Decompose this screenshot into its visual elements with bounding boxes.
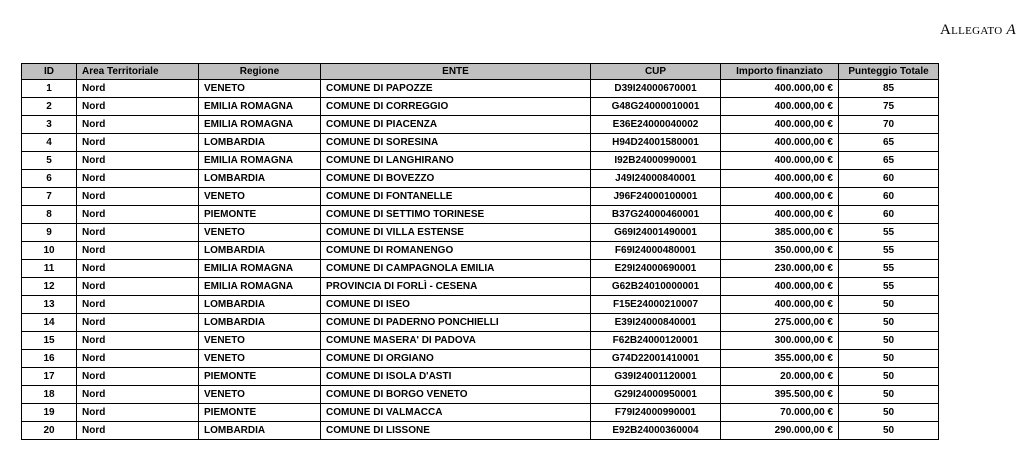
cell-id: 15 xyxy=(22,332,77,350)
cell-ente: COMUNE DI ISOLA D'ASTI xyxy=(321,368,591,386)
cell-id: 16 xyxy=(22,350,77,368)
cell-importo: 400.000,00 € xyxy=(721,116,839,134)
cell-cup: J49I24000840001 xyxy=(591,170,721,188)
cell-ente: COMUNE DI SETTIMO TORINESE xyxy=(321,206,591,224)
cell-id: 8 xyxy=(22,206,77,224)
cell-regione: LOMBARDIA xyxy=(199,314,321,332)
cell-importo: 355.000,00 € xyxy=(721,350,839,368)
table-row xyxy=(22,314,939,332)
cell-cup: E36E24000040002 xyxy=(591,116,721,134)
col-header-regione: Regione xyxy=(199,64,321,80)
table-row xyxy=(22,404,939,422)
col-header-importo: Importo finanziato xyxy=(721,64,839,80)
cell-ente: COMUNE DI LANGHIRANO xyxy=(321,152,591,170)
funding-table xyxy=(21,63,939,440)
cell-area: Nord xyxy=(77,422,199,440)
cell-regione: LOMBARDIA xyxy=(199,134,321,152)
cell-id: 17 xyxy=(22,368,77,386)
cell-cup: J96F24000100001 xyxy=(591,188,721,206)
cell-area: Nord xyxy=(77,368,199,386)
cell-area: Nord xyxy=(77,332,199,350)
table-row xyxy=(22,260,939,278)
cell-id: 2 xyxy=(22,98,77,116)
cell-area: Nord xyxy=(77,278,199,296)
cell-cup: E29I24000690001 xyxy=(591,260,721,278)
cell-ente: COMUNE DI ROMANENGO xyxy=(321,242,591,260)
cell-id: 3 xyxy=(22,116,77,134)
cell-area: Nord xyxy=(77,260,199,278)
cell-area: Nord xyxy=(77,350,199,368)
cell-punteggio: 60 xyxy=(839,170,939,188)
cell-ente: COMUNE DI BORGO VENETO xyxy=(321,386,591,404)
cell-ente: PROVINCIA DI FORLÌ - CESENA xyxy=(321,278,591,296)
table-row xyxy=(22,278,939,296)
table-row xyxy=(22,206,939,224)
table-row xyxy=(22,98,939,116)
cell-area: Nord xyxy=(77,188,199,206)
table-row xyxy=(22,152,939,170)
cell-regione: EMILIA ROMAGNA xyxy=(199,116,321,134)
cell-ente: COMUNE DI PAPOZZE xyxy=(321,80,591,98)
cell-id: 20 xyxy=(22,422,77,440)
cell-regione: PIEMONTE xyxy=(199,368,321,386)
cell-ente: COMUNE DI SORESINA xyxy=(321,134,591,152)
table-row xyxy=(22,170,939,188)
cell-id: 5 xyxy=(22,152,77,170)
cell-id: 1 xyxy=(22,80,77,98)
cell-cup: F15E24000210007 xyxy=(591,296,721,314)
cell-regione: LOMBARDIA xyxy=(199,296,321,314)
cell-importo: 400.000,00 € xyxy=(721,188,839,206)
cell-importo: 400.000,00 € xyxy=(721,134,839,152)
cell-importo: 400.000,00 € xyxy=(721,296,839,314)
cell-punteggio: 55 xyxy=(839,242,939,260)
col-header-punteggio: Punteggio Totale xyxy=(839,64,939,80)
cell-regione: LOMBARDIA xyxy=(199,242,321,260)
cell-punteggio: 50 xyxy=(839,314,939,332)
table-row xyxy=(22,368,939,386)
cell-ente: COMUNE DI PADERNO PONCHIELLI xyxy=(321,314,591,332)
cell-area: Nord xyxy=(77,152,199,170)
cell-id: 18 xyxy=(22,386,77,404)
cell-id: 13 xyxy=(22,296,77,314)
cell-regione: VENETO xyxy=(199,332,321,350)
header-row xyxy=(22,64,939,80)
cell-cup: E92B24000360004 xyxy=(591,422,721,440)
cell-punteggio: 55 xyxy=(839,224,939,242)
cell-importo: 400.000,00 € xyxy=(721,278,839,296)
cell-regione: PIEMONTE xyxy=(199,206,321,224)
cell-regione: VENETO xyxy=(199,188,321,206)
cell-id: 7 xyxy=(22,188,77,206)
cell-area: Nord xyxy=(77,386,199,404)
cell-cup: F69I24000480001 xyxy=(591,242,721,260)
cell-importo: 275.000,00 € xyxy=(721,314,839,332)
cell-importo: 395.500,00 € xyxy=(721,386,839,404)
cell-cup: G39I24001120001 xyxy=(591,368,721,386)
cell-importo: 400.000,00 € xyxy=(721,152,839,170)
table-row xyxy=(22,116,939,134)
cell-punteggio: 50 xyxy=(839,368,939,386)
cell-id: 12 xyxy=(22,278,77,296)
cell-area: Nord xyxy=(77,98,199,116)
cell-importo: 400.000,00 € xyxy=(721,206,839,224)
cell-ente: COMUNE DI ISEO xyxy=(321,296,591,314)
cell-area: Nord xyxy=(77,116,199,134)
cell-area: Nord xyxy=(77,224,199,242)
cell-cup: G69I24001490001 xyxy=(591,224,721,242)
cell-regione: VENETO xyxy=(199,224,321,242)
cell-regione: EMILIA ROMAGNA xyxy=(199,260,321,278)
cell-punteggio: 55 xyxy=(839,278,939,296)
cell-ente: COMUNE DI CAMPAGNOLA EMILIA xyxy=(321,260,591,278)
cell-area: Nord xyxy=(77,170,199,188)
cell-cup: G29I24000950001 xyxy=(591,386,721,404)
cell-regione: VENETO xyxy=(199,386,321,404)
cell-ente: COMUNE DI VILLA ESTENSE xyxy=(321,224,591,242)
cell-punteggio: 65 xyxy=(839,152,939,170)
cell-cup: G48G24000010001 xyxy=(591,98,721,116)
cell-punteggio: 50 xyxy=(839,404,939,422)
cell-ente: COMUNE DI CORREGGIO xyxy=(321,98,591,116)
cell-punteggio: 75 xyxy=(839,98,939,116)
table-row xyxy=(22,350,939,368)
cell-punteggio: 50 xyxy=(839,422,939,440)
col-header-area: Area Territoriale xyxy=(77,64,199,80)
table-row xyxy=(22,134,939,152)
col-header-id: ID xyxy=(22,64,77,80)
cell-ente: COMUNE DI FONTANELLE xyxy=(321,188,591,206)
cell-punteggio: 50 xyxy=(839,332,939,350)
cell-regione: PIEMONTE xyxy=(199,404,321,422)
cell-regione: LOMBARDIA xyxy=(199,422,321,440)
col-header-ente: ENTE xyxy=(321,64,591,80)
cell-area: Nord xyxy=(77,80,199,98)
cell-cup: F79I24000990001 xyxy=(591,404,721,422)
attachment-letter: A xyxy=(1006,22,1016,38)
cell-regione: EMILIA ROMAGNA xyxy=(199,278,321,296)
cell-importo: 400.000,00 € xyxy=(721,170,839,188)
cell-area: Nord xyxy=(77,242,199,260)
cell-importo: 385.000,00 € xyxy=(721,224,839,242)
cell-ente: COMUNE DI LISSONE xyxy=(321,422,591,440)
cell-punteggio: 50 xyxy=(839,350,939,368)
cell-id: 14 xyxy=(22,314,77,332)
cell-area: Nord xyxy=(77,134,199,152)
cell-punteggio: 55 xyxy=(839,260,939,278)
cell-area: Nord xyxy=(77,404,199,422)
table-row xyxy=(22,296,939,314)
cell-cup: G74D22001410001 xyxy=(591,350,721,368)
cell-id: 9 xyxy=(22,224,77,242)
cell-punteggio: 50 xyxy=(839,296,939,314)
cell-ente: COMUNE DI BOVEZZO xyxy=(321,170,591,188)
cell-ente: COMUNE DI PIACENZA xyxy=(321,116,591,134)
cell-importo: 400.000,00 € xyxy=(721,98,839,116)
cell-regione: EMILIA ROMAGNA xyxy=(199,152,321,170)
cell-cup: F62B24000120001 xyxy=(591,332,721,350)
attachment-word: Allegato xyxy=(939,22,1003,38)
cell-punteggio: 85 xyxy=(839,80,939,98)
cell-importo: 290.000,00 € xyxy=(721,422,839,440)
cell-regione: LOMBARDIA xyxy=(199,170,321,188)
table-row xyxy=(22,242,939,260)
table-header xyxy=(22,64,939,80)
cell-id: 11 xyxy=(22,260,77,278)
cell-id: 6 xyxy=(22,170,77,188)
cell-cup: I92B24000990001 xyxy=(591,152,721,170)
cell-importo: 350.000,00 € xyxy=(721,242,839,260)
cell-importo: 230.000,00 € xyxy=(721,260,839,278)
table-row xyxy=(22,224,939,242)
cell-regione: EMILIA ROMAGNA xyxy=(199,98,321,116)
attachment-label xyxy=(940,22,1016,39)
cell-regione: VENETO xyxy=(199,350,321,368)
table-row xyxy=(22,188,939,206)
cell-punteggio: 70 xyxy=(839,116,939,134)
cell-punteggio: 65 xyxy=(839,134,939,152)
cell-area: Nord xyxy=(77,206,199,224)
cell-cup: E39I24000840001 xyxy=(591,314,721,332)
cell-ente: COMUNE DI VALMACCA xyxy=(321,404,591,422)
cell-ente: COMUNE DI ORGIANO xyxy=(321,350,591,368)
cell-punteggio: 50 xyxy=(839,386,939,404)
cell-cup: D39I24000670001 xyxy=(591,80,721,98)
cell-importo: 20.000,00 € xyxy=(721,368,839,386)
cell-punteggio: 60 xyxy=(839,188,939,206)
cell-cup: H94D24001580001 xyxy=(591,134,721,152)
cell-area: Nord xyxy=(77,296,199,314)
cell-cup: B37G24000460001 xyxy=(591,206,721,224)
cell-importo: 400.000,00 € xyxy=(721,80,839,98)
cell-id: 10 xyxy=(22,242,77,260)
cell-importo: 70.000,00 € xyxy=(721,404,839,422)
table-body xyxy=(22,80,939,440)
cell-id: 19 xyxy=(22,404,77,422)
cell-cup: G62B24010000001 xyxy=(591,278,721,296)
cell-regione: VENETO xyxy=(199,80,321,98)
cell-area: Nord xyxy=(77,314,199,332)
cell-importo: 300.000,00 € xyxy=(721,332,839,350)
cell-ente: COMUNE MASERA' DI PADOVA xyxy=(321,332,591,350)
cell-punteggio: 60 xyxy=(839,206,939,224)
table-row xyxy=(22,332,939,350)
table-row xyxy=(22,80,939,98)
table-row xyxy=(22,386,939,404)
cell-id: 4 xyxy=(22,134,77,152)
col-header-cup: CUP xyxy=(591,64,721,80)
table-row xyxy=(22,422,939,440)
